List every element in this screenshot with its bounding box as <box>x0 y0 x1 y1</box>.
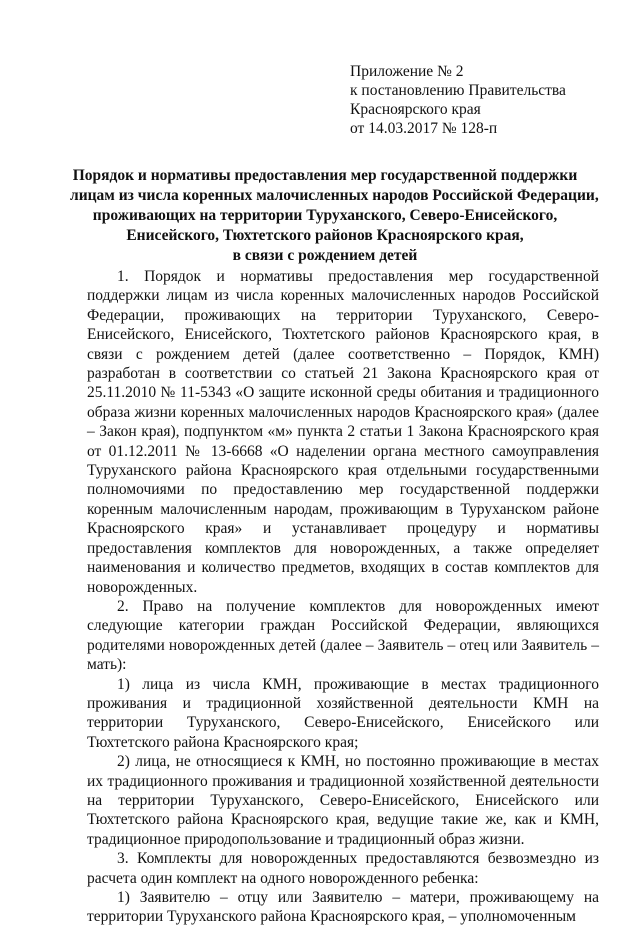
appendix-line: Красноярского края <box>350 101 481 118</box>
document-body <box>87 267 599 927</box>
title-line: Енисейского, Тюхтетского районов Красноярского края, <box>126 227 524 244</box>
title-line: Порядок и нормативы предоставления мер государственной поддержки <box>72 167 578 184</box>
paragraph-2-item-2: 2) лица, не относящиеся к КМН, но постоянно проживающие в местах их традиционного проживания и традиционной хозяйственной деятельности на территории Туруханского, Северо-Енисейского, Енисейского или Тюхтетского района Красноярского края, ведущие такие же, как и КМН, традиционное природопользование и традиционный образ жизни. <box>87 753 599 848</box>
appendix-line: к постановлению Правительства <box>350 82 566 99</box>
appendix-line: от 14.03.2017 № 128-п <box>350 120 498 137</box>
document-title <box>70 166 599 266</box>
paragraph-2-item-1: 1) лица из числа КМН, проживающие в местах традиционного проживания и традиционной хозяйственной деятельности КМН на территории Туруханского, Северо-Енисейского, Енисейского или Тюхтетского района Красноярского края; <box>87 675 599 751</box>
paragraph-3: 3. Комплекты для новорожденных предоставляются безвозмездно из расчета один комплект на одного новорожденного ребенка: <box>87 850 599 887</box>
paragraph-3-item-1: 1) Заявителю – отцу или Заявителю – матери, проживающему на территории Туруханского района Красноярского края, – уполномоченным <box>87 889 599 926</box>
appendix-line: Приложение № 2 <box>350 63 464 80</box>
title-line: проживающих на территории Туруханского, Северо-Енисейского, <box>92 207 558 224</box>
title-line: в связи с рождением детей <box>232 247 418 264</box>
title-line: лицам из числа коренных малочисленных народов Российской Федерации, <box>70 187 599 204</box>
paragraph-1: 1. Порядок и нормативы предоставления мер государственной поддержки лицам из числа коренных малочисленных народов Российской Федерации, проживающих на территории Туруханского, Северо-Енисейского, Енисейского, Тюхтетского районов Красноярского края, в связи с рождением детей (далее соответственно – Порядок, КМН) разработан в соответствии со статьей 21 Закона Красноярского края от 25.11.2010 № 11-5343 «О защите исконной среды обитания и традиционного образа жизни коренных малочисленных народов Красноярского края» (далее – Закон края), подпунктом «м» пункта 2 статьи 1 Закона Красноярского края от 01.12.2011 № 13-6668 «О наделении органа местного самоуправления Туруханского района Красноярского края отдельными государственными полномочиями по предоставлению мер государственной поддержки коренным малочисленным народам, проживающим в Туруханском районе Красноярского края» и устанавливает процедуру и нормативы предоставления комплектов для новорожденных, а также определяет наименования и количество предметов, входящих в состав комплектов для новорожденных. <box>87 268 599 596</box>
paragraph-2: 2. Право на получение комплектов для новорожденных имеют следующие категории граждан Российской Федерации, являющихся родителями новорожденных детей (далее – Заявитель – отец или Заявитель – мать): <box>87 597 599 674</box>
appendix-header <box>350 62 566 138</box>
